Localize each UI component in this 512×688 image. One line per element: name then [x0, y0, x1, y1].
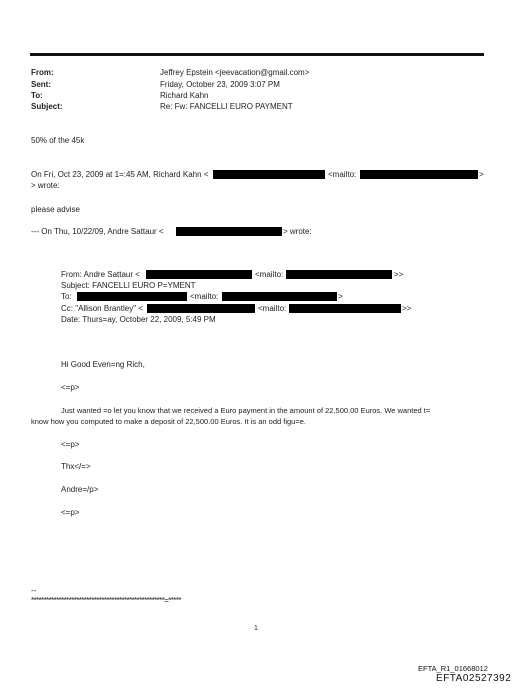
redaction-block — [146, 270, 252, 279]
fw-subject: Subject: FANCELLI EURO P=YMENT — [61, 281, 196, 290]
sent-value: Friday, October 23, 2009 3:07 PM — [160, 80, 280, 89]
mailto-text: <mailto: — [190, 292, 219, 301]
redaction-block — [360, 170, 478, 179]
doc-id-large: EFTA02527392 — [436, 673, 512, 684]
wrote-text: > wrote: — [31, 181, 60, 190]
html-tag-text: <=p> — [61, 440, 80, 449]
bracket-text: > — [479, 170, 484, 179]
doc-id-small: EFTA_R1_01668012 — [418, 664, 488, 673]
to-label: To: — [31, 91, 43, 100]
redaction-block — [77, 292, 187, 301]
thx-text: Thx</=> — [61, 462, 91, 471]
redaction-block — [222, 292, 337, 301]
asterisk-line: *****************************************************=***** — [31, 596, 181, 605]
message-line: know how you computed to make a deposit of 22,500.00 Euros. It is an odd figu=e. — [31, 417, 306, 426]
quoted-header-1: On Fri, Oct 23, 2009 at 1=:45 AM, Richard Kahn < — [31, 170, 209, 179]
redaction-block — [213, 170, 325, 179]
greeting: Hi Good Even=ng Rich, — [61, 360, 145, 369]
mailto-text: <mailto: — [258, 304, 287, 313]
html-tag-text: <=p> — [61, 383, 80, 392]
page-number: 1 — [254, 625, 258, 632]
html-tag-text: <=p> — [61, 508, 80, 517]
redaction-block — [147, 304, 255, 313]
subject-label: Subject: — [31, 102, 63, 111]
bracket-text: >> — [394, 270, 404, 279]
subject-value: Re: Fw: FANCELLI EURO PAYMENT — [160, 102, 293, 111]
redaction-block — [176, 227, 282, 236]
fw-to-label: To: — [61, 292, 72, 301]
from-label: From: — [31, 68, 54, 77]
fw-date: Date: Thurs=ay, October 22, 2009, 5:49 PM — [61, 315, 216, 324]
to-value: Richard Kahn — [160, 91, 209, 100]
mailto-text: <mailto: — [328, 170, 357, 179]
mailto-text: <mailto: — [255, 270, 284, 279]
fw-from: From: Andre Sattaur < — [61, 270, 140, 279]
redaction-block — [286, 270, 392, 279]
bracket-text: > — [338, 292, 343, 301]
header-rule — [30, 53, 484, 56]
from-value: Jeffrey Epstein <jeevacation@gmail.com> — [160, 68, 310, 77]
please-advise: please advise — [31, 205, 80, 214]
signature-name: Andre=/p> — [61, 485, 99, 494]
redaction-block — [289, 304, 401, 313]
wrote-text: > wrote: — [283, 227, 312, 236]
sent-label: Sent: — [31, 80, 51, 89]
fw-cc: Cc: "Allison Brantley" < — [61, 304, 143, 313]
quoted-header-2: --- On Thu, 10/22/09, Andre Sattaur < — [31, 227, 164, 236]
bracket-text: >> — [402, 304, 412, 313]
reply-line: 50% of the 45k — [31, 136, 85, 145]
message-line: Just wanted =o let you know that we received a Euro payment in the amount of 22,500.00 Euros. We wanted t= — [61, 406, 431, 415]
signature-dash: -- — [31, 586, 37, 595]
